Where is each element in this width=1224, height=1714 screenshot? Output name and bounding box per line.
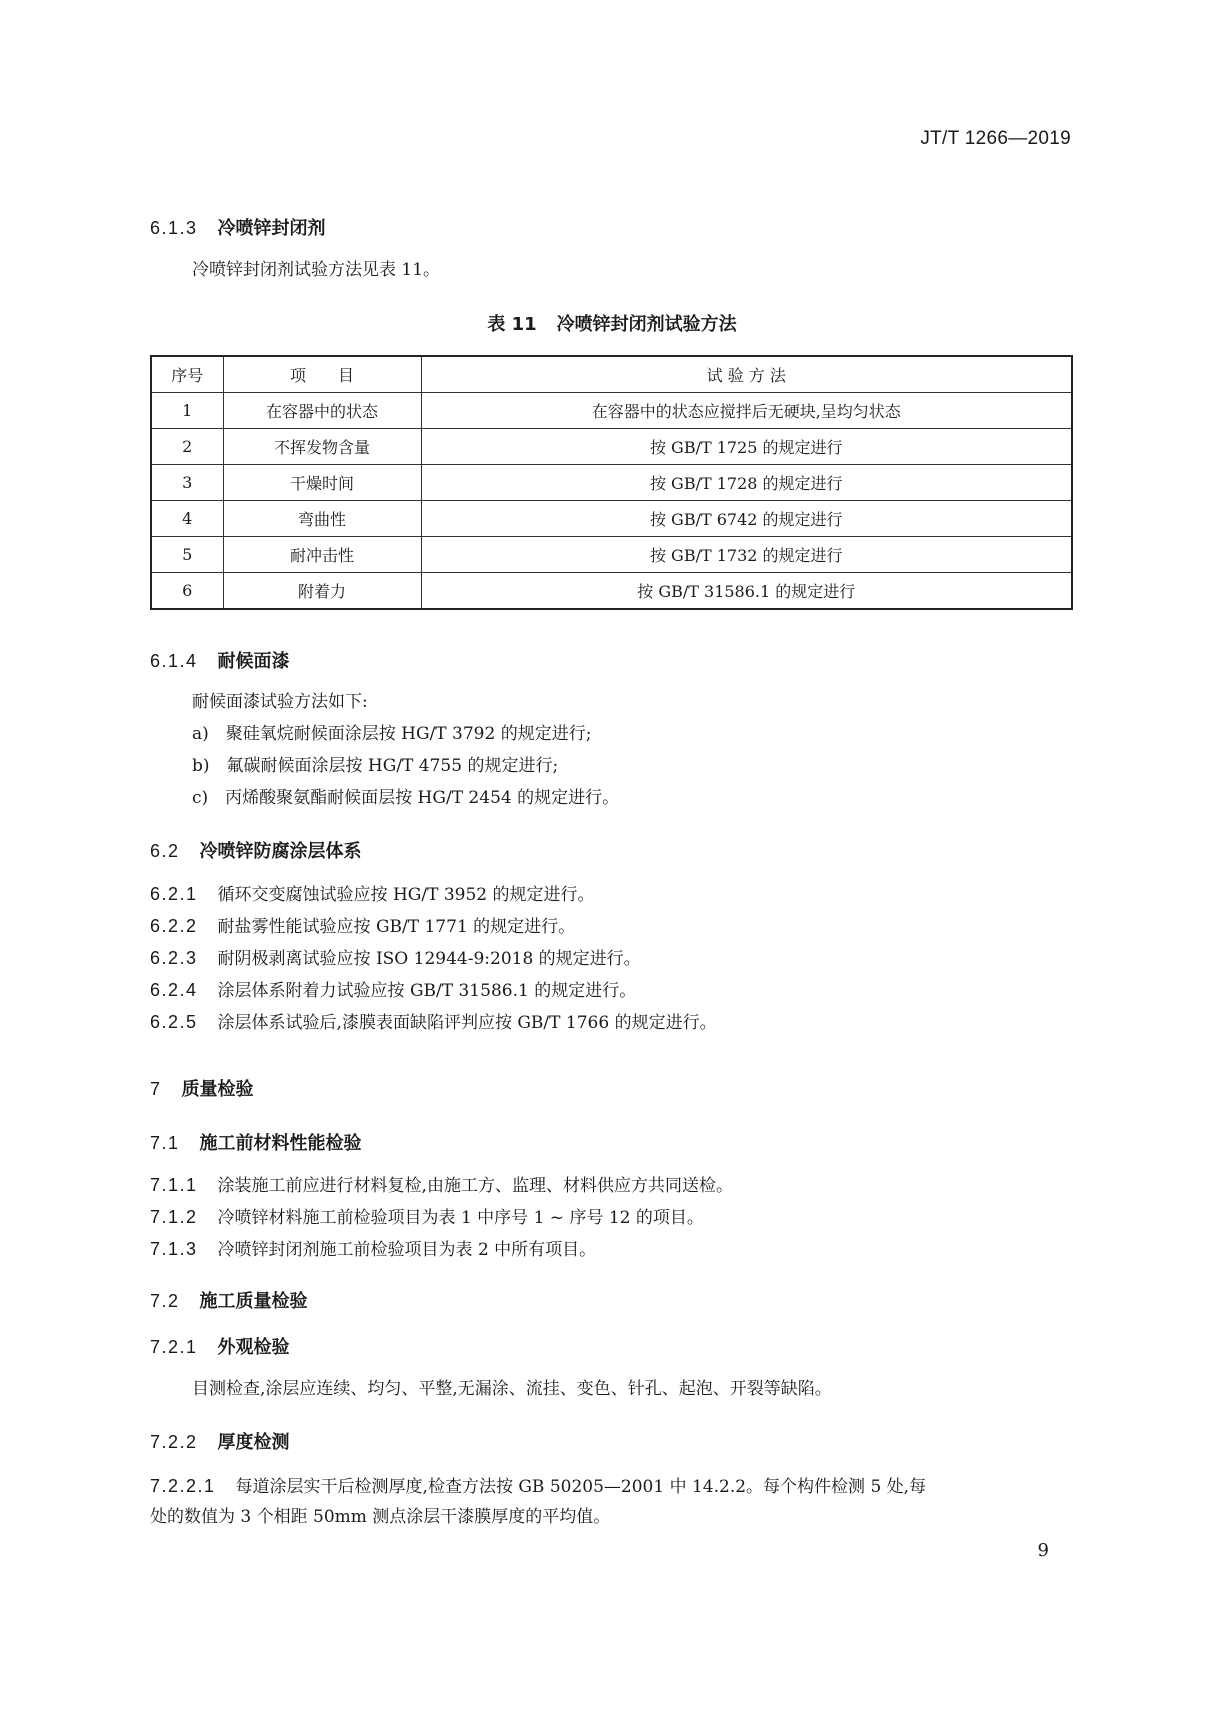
section-number: 6.1.3 <box>150 218 198 238</box>
clause-number: 6.2.5 <box>150 1012 198 1032</box>
clause-number: 7.1.2 <box>150 1207 198 1227</box>
section-title: 外观检验 <box>217 1337 290 1358</box>
table-row <box>151 573 1072 610</box>
clause-text: 涂层体系试验后,漆膜表面缺陷评判应按 GB/T 1766 的规定进行。 <box>217 1013 717 1033</box>
clause-text: 耐阴极剥离试验应按 ISO 12944-9:2018 的规定进行。 <box>217 949 641 969</box>
section-title: 质量检验 <box>181 1079 254 1100</box>
table-cell: 按 GB/T 6742 的规定进行 <box>421 501 1072 537</box>
table-title: 冷喷锌封闭剂试验方法 <box>556 314 737 335</box>
clause-text: 涂装施工前应进行材料复检,由施工方、监理、材料供应方共同送检。 <box>217 1176 733 1196</box>
table-row <box>151 501 1072 537</box>
section-heading-7-2-2 <box>150 1428 290 1454</box>
clause-number: 6.2.2 <box>150 916 198 936</box>
table-cell: 按 GB/T 31586.1 的规定进行 <box>421 573 1072 610</box>
table-header-row <box>151 356 1072 393</box>
table-cell: 不挥发物含量 <box>223 429 421 465</box>
clause <box>150 885 595 904</box>
table-cell: 5 <box>151 537 223 573</box>
table-cell: 按 GB/T 1725 的规定进行 <box>421 429 1072 465</box>
section-number: 7.2.1 <box>150 1337 198 1357</box>
table-row <box>151 465 1072 501</box>
list-item: a) 聚硅氧烷耐候面涂层按 HG/T 3792 的规定进行; <box>192 724 592 744</box>
table-cell: 2 <box>151 429 223 465</box>
table-caption <box>0 310 1224 336</box>
clause <box>150 917 575 936</box>
section-number: 7 <box>150 1079 162 1099</box>
section-heading-7-2 <box>150 1287 308 1313</box>
paragraph: 冷喷锌封闭剂试验方法见表 11。 <box>192 260 441 280</box>
clause <box>150 1477 926 1496</box>
document-code: JT/T 1266—2019 <box>920 128 1071 149</box>
table-cell: 按 GB/T 1728 的规定进行 <box>421 465 1072 501</box>
clause-number: 6.2.1 <box>150 884 198 904</box>
paragraph: 目测检查,涂层应连续、均匀、平整,无漏涂、流挂、变色、针孔、起泡、开裂等缺陷。 <box>192 1379 832 1399</box>
table-cell: 按 GB/T 1732 的规定进行 <box>421 537 1072 573</box>
clause-text: 耐盐雾性能试验应按 GB/T 1771 的规定进行。 <box>217 917 576 937</box>
section-number: 6.1.4 <box>150 651 198 671</box>
clause <box>150 949 641 968</box>
clause-continuation: 处的数值为 3 个相距 50mm 测点涂层干漆膜厚度的平均值。 <box>150 1507 611 1527</box>
section-heading-6-1-3 <box>150 214 326 240</box>
header-cell: 项 目 <box>223 356 421 393</box>
table-cell: 3 <box>151 465 223 501</box>
clause <box>150 1013 717 1032</box>
section-title: 冷喷锌封闭剂 <box>217 218 326 239</box>
list-item: b) 氟碳耐候面涂层按 HG/T 4755 的规定进行; <box>192 756 559 776</box>
section-number: 7.2 <box>150 1291 180 1311</box>
table-cell: 在容器中的状态 <box>223 393 421 429</box>
section-heading-6-2 <box>150 837 362 863</box>
clause <box>150 981 636 1000</box>
table-cell: 附着力 <box>223 573 421 610</box>
section-title: 施工质量检验 <box>199 1291 308 1312</box>
table-row <box>151 429 1072 465</box>
section-title: 冷喷锌防腐涂层体系 <box>199 841 362 862</box>
section-number: 7.2.2 <box>150 1432 198 1452</box>
clause-number: 7.2.2.1 <box>150 1476 216 1496</box>
section-heading-7-2-1 <box>150 1333 290 1359</box>
table-cell: 弯曲性 <box>223 501 421 537</box>
table-cell: 耐冲击性 <box>223 537 421 573</box>
clause-number: 6.2.4 <box>150 980 198 1000</box>
section-title: 施工前材料性能检验 <box>199 1133 362 1154</box>
table-row <box>151 537 1072 573</box>
section-heading-7-1 <box>150 1129 362 1155</box>
table-cell: 1 <box>151 393 223 429</box>
table-row <box>151 393 1072 429</box>
section-number: 7.1 <box>150 1133 180 1153</box>
header-cell: 试 验 方 法 <box>421 356 1072 393</box>
clause-text: 冷喷锌材料施工前检验项目为表 1 中序号 1 ~ 序号 12 的项目。 <box>217 1208 704 1228</box>
clause <box>150 1176 733 1195</box>
chapter-heading-7 <box>150 1075 254 1101</box>
table-cell: 在容器中的状态应搅拌后无硬块,呈均匀状态 <box>421 393 1072 429</box>
clause-text: 每道涂层实干后检测厚度,检查方法按 GB 50205—2001 中 14.2.2。每个构件检测 5 处,每 <box>235 1477 927 1497</box>
clause-number: 7.1.3 <box>150 1239 198 1259</box>
clause-number: 6.2.3 <box>150 948 198 968</box>
clause-text: 涂层体系附着力试验应按 GB/T 31586.1 的规定进行。 <box>217 981 637 1001</box>
section-title: 耐候面漆 <box>217 651 290 672</box>
table-label: 表 11 <box>487 314 537 335</box>
section-title: 厚度检测 <box>217 1432 290 1453</box>
clause <box>150 1208 704 1227</box>
test-method-table <box>150 355 1073 610</box>
table-cell: 干燥时间 <box>223 465 421 501</box>
paragraph: 耐候面漆试验方法如下: <box>192 692 368 712</box>
list-item: c) 丙烯酸聚氨酯耐候面层按 HG/T 2454 的规定进行。 <box>192 788 620 808</box>
header-cell: 序号 <box>151 356 223 393</box>
page-number: 9 <box>1037 1540 1049 1561</box>
clause-text: 循环交变腐蚀试验应按 HG/T 3952 的规定进行。 <box>217 885 595 905</box>
section-heading-6-1-4 <box>150 647 290 673</box>
table-cell: 4 <box>151 501 223 537</box>
clause-number: 7.1.1 <box>150 1175 198 1195</box>
section-number: 6.2 <box>150 841 180 861</box>
table-cell: 6 <box>151 573 223 610</box>
clause <box>150 1240 596 1259</box>
clause-text: 冷喷锌封闭剂施工前检验项目为表 2 中所有项目。 <box>217 1240 597 1260</box>
